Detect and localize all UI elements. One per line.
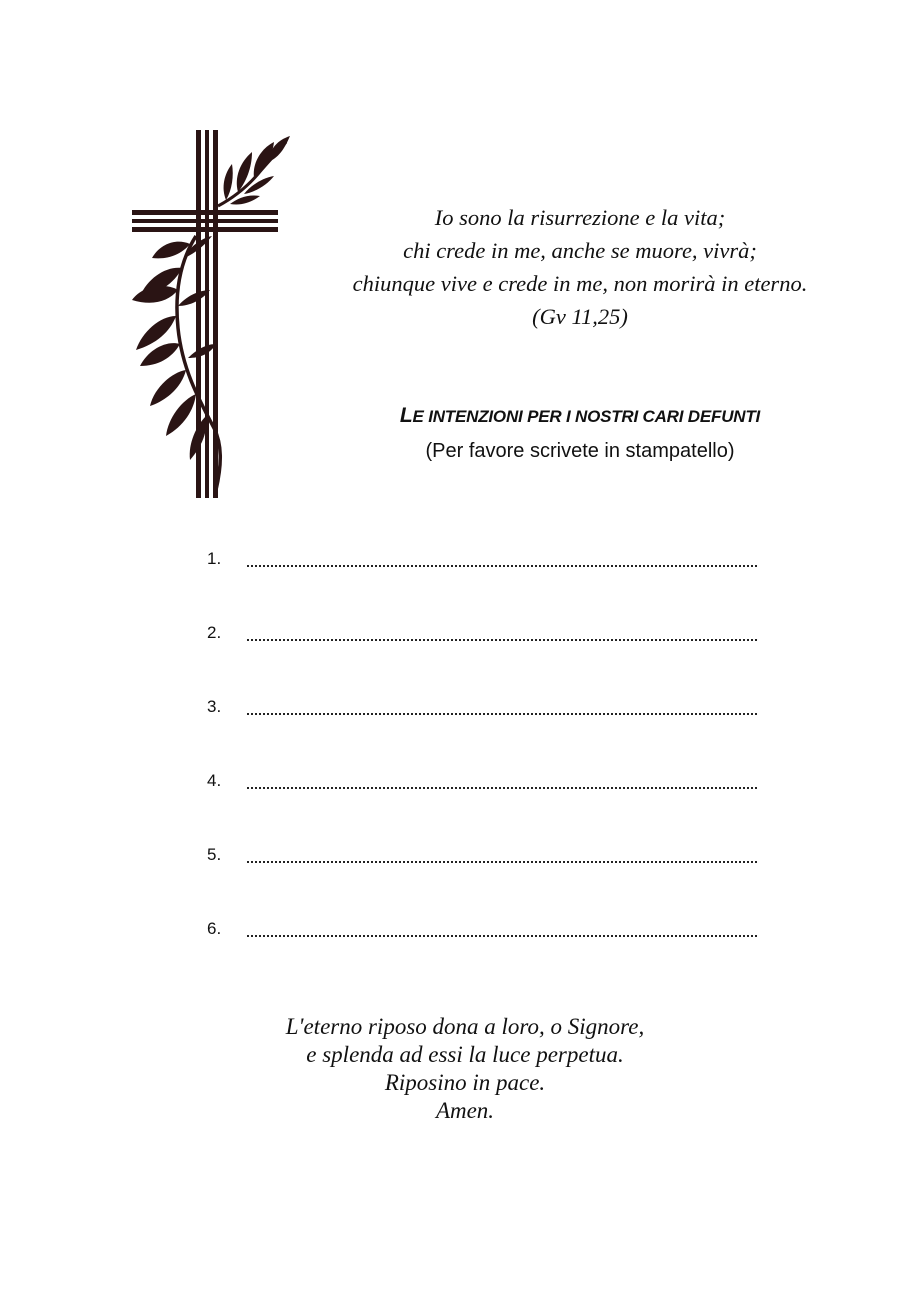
page-title [300,404,860,428]
closing-prayer [160,1013,770,1125]
quote-reference: (Gv 11,25) [532,304,628,329]
entry-number: 2. [207,623,222,642]
entry-write-line[interactable] [247,713,757,715]
page-title-initial: L [399,404,413,427]
entry-write-line[interactable] [247,935,757,937]
entry-number: 6. [207,919,222,938]
entry-number: 1. [207,549,222,568]
prayer-line: L'eterno riposo dona a loro, o Signore, [285,1014,645,1039]
entry-write-line[interactable] [247,787,757,789]
entry-number: 4. [207,771,222,790]
intention-entry [207,545,767,619]
entry-write-line[interactable] [247,639,757,641]
cross-with-olive-branch-icon [118,118,296,504]
intention-entry [207,767,767,841]
page-subtitle: (Per favore scrivete in stampatello) [425,440,735,462]
prayer-line: Riposino in pace. [384,1070,546,1095]
entry-write-line[interactable] [247,565,757,567]
intention-entry [207,841,767,915]
prayer-line: e splenda ad essi la luce perpetua. [306,1042,624,1067]
entry-write-line[interactable] [247,861,757,863]
gospel-quote [300,201,860,333]
entry-number: 3. [207,697,222,716]
entry-number: 5. [207,845,222,864]
intention-list [207,545,767,989]
quote-line: Io sono la risurrezione e la vita; [434,205,726,230]
intention-entry [207,693,767,767]
quote-line: chi crede in me, anche se muore, vivrà; [403,238,757,263]
intention-entry [207,915,767,989]
intention-entry [207,619,767,693]
quote-line: chiunque vive e crede in me, non morirà in eterno. [352,271,808,296]
page-title-rest: E INTENZIONI PER I NOSTRI CARI DEFUNTI [412,407,761,426]
prayer-line: Amen. [435,1098,495,1123]
